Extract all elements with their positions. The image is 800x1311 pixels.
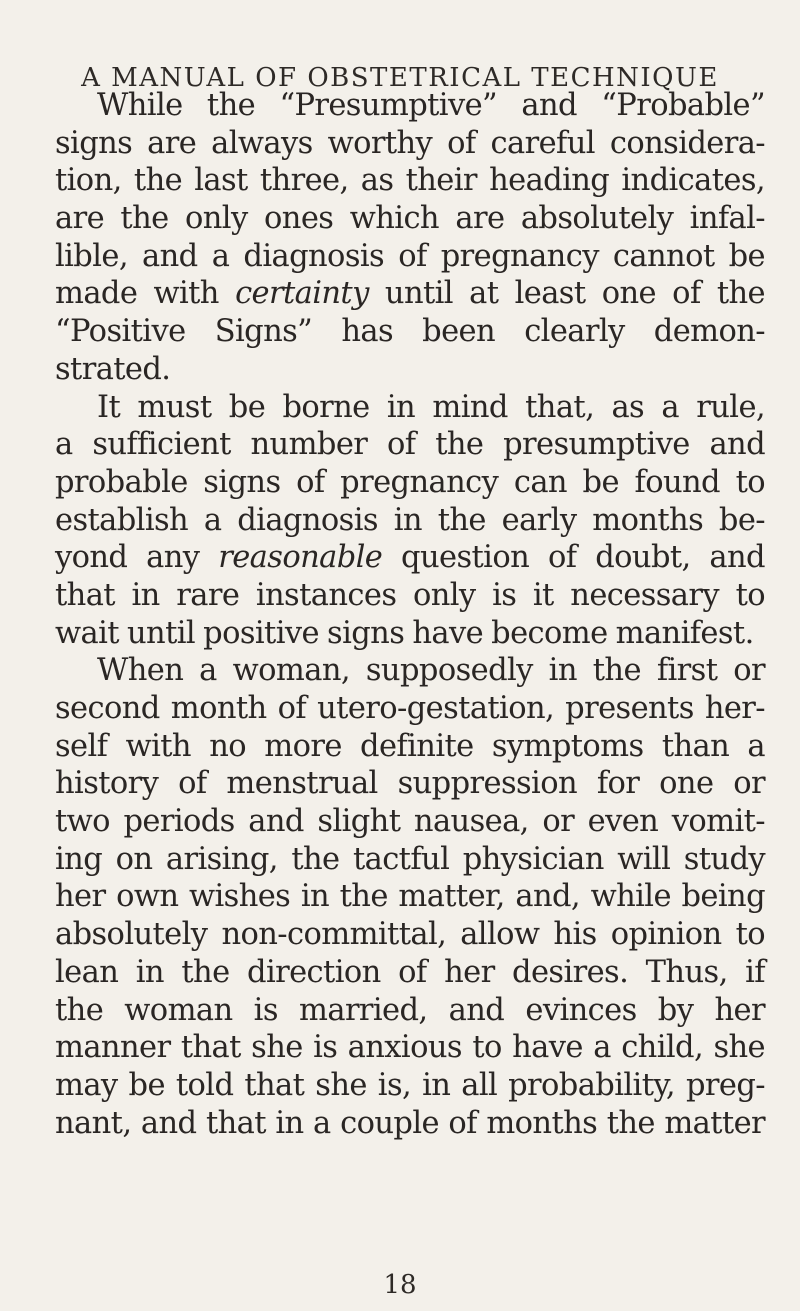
text-segment: tion, the last three, as their heading indicates, bbox=[55, 163, 765, 199]
text-segment: the woman is married, and evinces by her bbox=[55, 992, 765, 1028]
text-line bbox=[55, 765, 765, 803]
text-line bbox=[55, 728, 765, 766]
text-line bbox=[55, 238, 765, 276]
text-segment: nant, and that in a couple of months the matter bbox=[55, 1105, 765, 1141]
page-number: 18 bbox=[383, 1270, 417, 1300]
text-line bbox=[55, 87, 765, 125]
text-segment: establish a diagnosis in the early months be- bbox=[55, 502, 765, 538]
text-line bbox=[55, 125, 765, 163]
text-line bbox=[55, 841, 765, 879]
text-segment: probable signs of pregnancy can be found to bbox=[55, 464, 765, 500]
text-segment: until at least one of the bbox=[368, 276, 765, 312]
text-segment: self with no more definite symptoms than a bbox=[55, 728, 765, 764]
text-line bbox=[55, 992, 765, 1030]
text-line bbox=[55, 954, 765, 992]
text-line bbox=[55, 577, 765, 615]
text-segment: yond any bbox=[55, 540, 219, 576]
running-head: A MANUAL OF OBSTETRICAL TECHNIQUE bbox=[81, 63, 719, 93]
text-line bbox=[55, 389, 765, 427]
text-segment: a sufficient number of the presumptive and bbox=[55, 427, 765, 463]
text-segment: signs are always worthy of careful considera- bbox=[55, 125, 765, 161]
text-line bbox=[55, 275, 765, 313]
text-segment: ing on arising, the tactful physician will study bbox=[55, 841, 765, 877]
text-line bbox=[55, 426, 765, 464]
text-segment: manner that she is anxious to have a child, she bbox=[55, 1030, 765, 1066]
text-segment: are the only ones which are absolutely infal- bbox=[55, 201, 765, 237]
text-segment: While the “Presumptive” and “Probable” bbox=[97, 88, 765, 123]
text-segment: It must be borne in mind that, as a rule, bbox=[97, 389, 765, 425]
text-segment: question of doubt, and bbox=[382, 540, 765, 576]
text-line bbox=[55, 539, 765, 577]
text-segment: her own wishes in the matter, and, while being bbox=[55, 879, 765, 915]
text-segment: absolutely non-committal, allow his opinion to bbox=[55, 917, 765, 953]
text-line bbox=[55, 690, 765, 728]
body-text bbox=[55, 87, 765, 1142]
text-segment: may be told that she is, in all probability, preg- bbox=[55, 1067, 765, 1103]
text-line bbox=[55, 162, 765, 200]
text-line bbox=[55, 1067, 765, 1105]
text-line bbox=[55, 1105, 765, 1143]
text-segment: lible, and a diagnosis of pregnancy cannot be bbox=[55, 238, 765, 274]
text-line bbox=[55, 502, 765, 540]
text-line bbox=[55, 803, 765, 841]
text-line bbox=[55, 878, 765, 916]
text-segment: strated. bbox=[55, 351, 171, 387]
text-segment: second month of utero-gestation, presents her- bbox=[55, 691, 765, 726]
text-segment: history of menstrual suppression for one or bbox=[55, 766, 765, 802]
text-line bbox=[55, 313, 765, 351]
text-line bbox=[55, 464, 765, 502]
text-line bbox=[55, 1029, 765, 1067]
text-segment: When a woman, supposedly in the first or bbox=[97, 653, 765, 689]
text-line bbox=[55, 615, 765, 653]
text-segment: made with bbox=[55, 276, 236, 312]
text-line bbox=[55, 351, 765, 389]
text-line bbox=[55, 652, 765, 690]
italic-text: certainty bbox=[235, 276, 369, 312]
text-segment: “Positive Signs” has been clearly demon- bbox=[55, 314, 765, 350]
text-segment: lean in the direction of her desires. Thus, if bbox=[55, 954, 765, 990]
text-segment: two periods and slight nausea, or even vomit- bbox=[55, 804, 765, 840]
text-line bbox=[55, 200, 765, 238]
italic-text: reasonable bbox=[218, 540, 383, 576]
text-line bbox=[55, 916, 765, 954]
text-segment: wait until positive signs have become manifest. bbox=[55, 615, 754, 651]
text-segment: that in rare instances only is it necessary to bbox=[55, 577, 765, 613]
